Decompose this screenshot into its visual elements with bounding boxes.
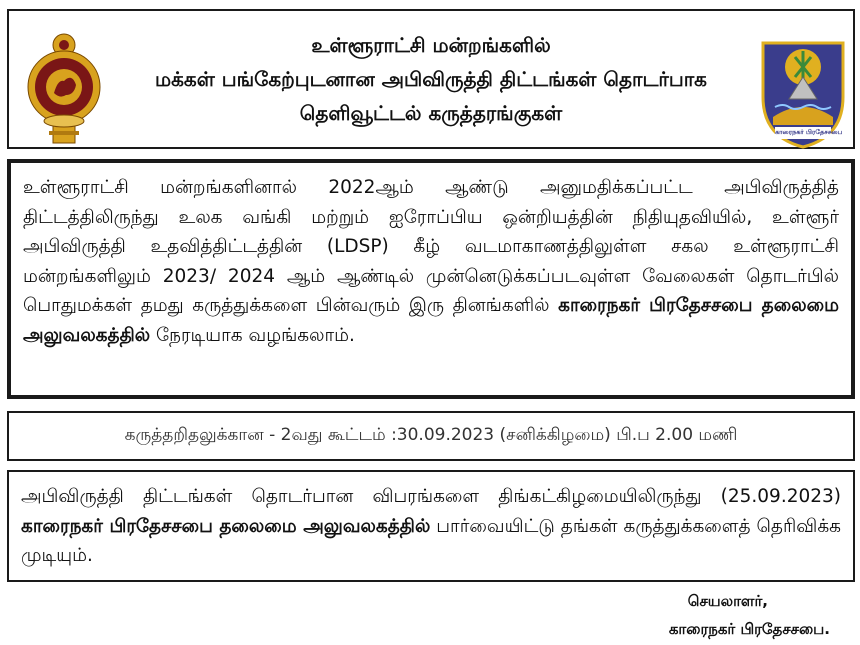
karainagar-pradeshiya-sabha-logo-icon [753,37,853,149]
header-line-3: தெளிவூட்டல் கருத்தரங்குகள் [299,101,563,125]
details-notice-place: காரைநகர் பிரதேசசபை தலைமை அலுவலகத்தில் [21,515,431,537]
header-line-2: மக்கள் பங்கேற்புடனான அபிவிருத்தி திட்டங்கள் தொடர்பாக [155,67,707,91]
header-title [139,28,723,130]
details-notice-text [21,482,841,571]
main-notice-place: காரைநகர் பிரதேசசபை தலைமை அலுவலகத்தில் [23,295,839,346]
header-line-1: உள்ளூராட்சி மன்றங்களில் [311,33,551,57]
sri-lanka-emblem-icon [23,31,105,147]
main-notice [7,159,855,399]
main-notice-text-1: உள்ளூராட்சி மன்றங்களினால் 2022ஆம் ஆண்டு அனுமதிக்கப்பட்ட அபிவிருத்தித் திட்டத்திலிருந்து உலக வங்கி மற்றும் ஐரோப்பிய ஒன்றியத்தின் நிதியுதவியில், உள்ளூர் அபிவிருத்தி உதவித்திட்டத்தின் (LDSP) கீழ் வடமாகாணத்திலுள்ள சகல உள்ளூராட்சி மன்றங்களிலும் 2023/ 2024 ஆம் ஆண்டில் முன்னெடுக்கப்படவுள்ள வேலைகள் தொடர்பில் பொதுமக்கள் தமது கருத்துக்களை பின்வரும் இரு தினங்களில் [23,177,839,316]
header-banner [7,9,855,149]
meeting-text: கருத்தறிதலுக்கான - 2வது கூட்டம் :30.09.2023 (சனிக்கிழமை) பி.ப 2.00 மணி [124,425,738,445]
main-notice-text [23,173,839,350]
details-notice-text-1: அபிவிருத்தி திட்டங்கள் தொடர்பான விபரங்களை திங்கட்கிழமையிலிருந்து (25.09.2023) [21,486,841,507]
details-notice [7,470,855,582]
logo-caption: காரைநகர் பிரதேசசபை [775,128,843,136]
details-notice-text-2: பார்வையிட்டு தங்கள் கருத்துக்களைத் தெரிவிக்க முடியும். [21,515,842,566]
signature-title: செயலாளர், [687,592,768,610]
main-notice-text-2: நேரடியாக வழங்கலாம். [150,324,355,346]
meeting-notice [7,411,855,461]
signature-office: காரைநகர் பிரதேசசபை. [668,620,830,638]
